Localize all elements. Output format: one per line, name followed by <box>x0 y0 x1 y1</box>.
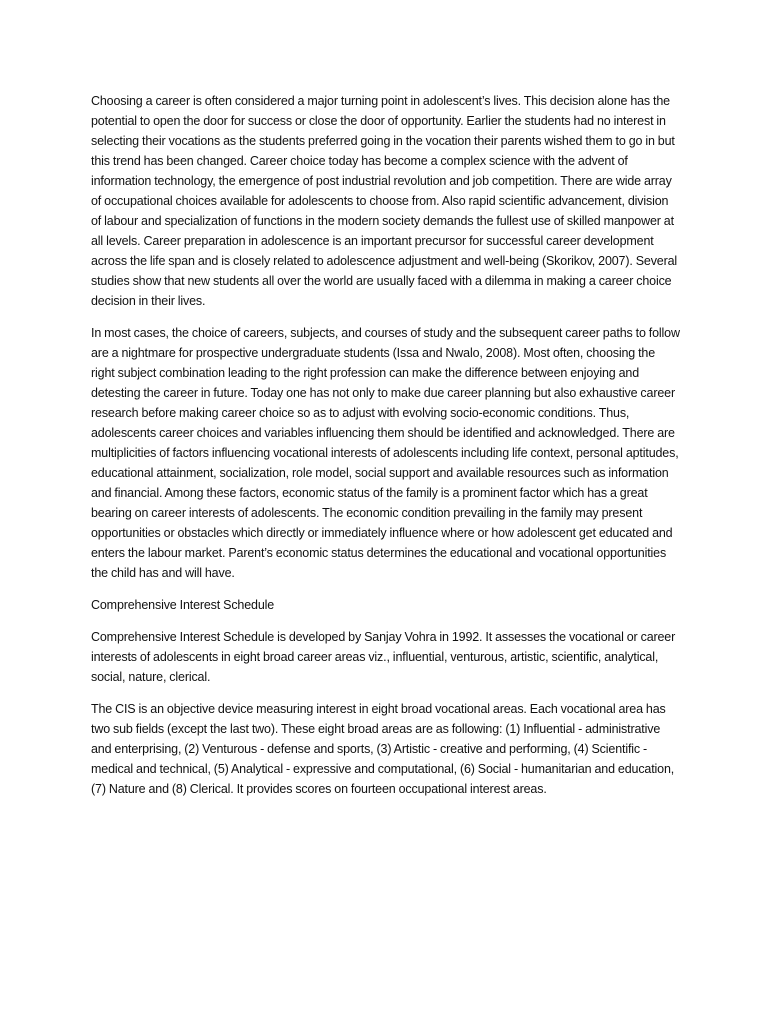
paragraph-career-factors: In most cases, the choice of careers, subjects, and courses of study and the subsequent career paths to follow are a nightmare for prospective undergraduate students (Issa and Nwalo, 2008). Most often, choosing the right subject combination leading to the right profession can make the difference between enjoying and detesting the career in future. Today one has not only to make due career planning but also exhaustive career research before making career choice so as to adjust with evolving socio-economic conditions. Thus, adolescents career choices and variables influencing them should be identified and acknowledged. There are multiplicities of factors influencing vocational interests of adolescents including life context, personal aptitudes, educational attainment, socialization, role model, social support and available resources such as information and financial. Among these factors, economic status of the family is a prominent factor which has a great bearing on career interests of adolescents. The economic condition prevailing in the family may present opportunities or obstacles which directly or immediately influence where or how adolescent get educated and enters the labour market. Parent’s economic status determines the educational and vocational opportunities the child has and will have. <box>91 326 680 580</box>
paragraph-cis-areas: The CIS is an objective device measuring interest in eight broad vocational areas. Each vocational area has two sub fields (except the last two). These eight broad areas are as following: (1) Influential - administrative and enterprising, (2) Venturous - defense and sports, (3) Artistic - creative and performing, (4) Scientific - medical and technical, (5) Analytical - expressive and computational, (6) Social - humanitarian and education, (7) Nature and (8) Clerical. It provides scores on fourteen occupational interest areas. <box>91 702 675 796</box>
paragraph-career-choice: Choosing a career is often considered a major turning point in adolescent’s lives. This decision alone has the potential to open the door for success or close the door of opportunity. Earlier the students had no interest in selecting their vocations as the students preferred going in the vocation their parents wished them to go in but this trend has been changed. Career choice today has become a complex science with the advent of information technology, the emergence of post industrial revolution and job competition. There are wide array of occupational choices available for adolescents to choose from. Also rapid scientific advancement, division of labour and specialization of functions in the modern society demands the fullest use of skilled manpower at all levels. Career preparation in adolescence is an important precursor for successful career development across the life span and is closely related to adolescence adjustment and well-being (Skorikov, 2007). Several studies show that new students all over the world are usually faced with a dilemma in making a career choice decision in their lives. <box>91 94 678 308</box>
section-heading: Comprehensive Interest Schedule <box>91 598 275 612</box>
paragraph-cis-intro: Comprehensive Interest Schedule is developed by Sanjay Vohra in 1992. It assesses the vocational or career interests of adolescents in eight broad career areas viz., influential, venturous, artistic, scientific, analytical, social, nature, clerical. <box>91 630 676 684</box>
document-page <box>91 91 681 811</box>
